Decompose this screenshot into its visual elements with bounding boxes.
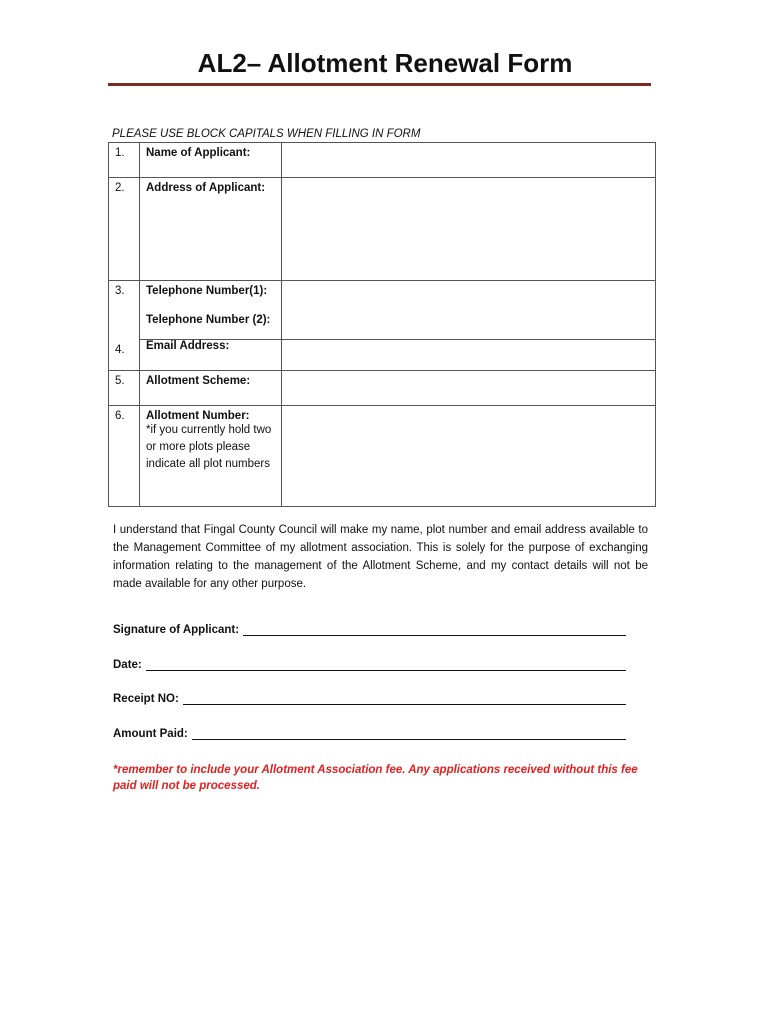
signature-line[interactable]: [243, 623, 626, 636]
receipt-row: [113, 692, 626, 705]
amount-row: [113, 727, 626, 740]
telephone-input[interactable]: [282, 281, 656, 340]
allotment-number-input[interactable]: [282, 405, 656, 506]
date-label: Date:: [113, 659, 142, 671]
instruction-text: PLEASE USE BLOCK CAPITALS WHEN FILLING IN FORM: [112, 128, 421, 140]
telephone-2-label: Telephone Number (2):: [146, 314, 271, 326]
row-number: 3.: [109, 281, 140, 340]
row-number: 5.: [109, 370, 140, 405]
table-row: [109, 281, 656, 340]
telephone-1-label: Telephone Number(1):: [146, 285, 268, 297]
allotment-number-label-cell: [140, 405, 282, 506]
email-input[interactable]: [282, 340, 656, 371]
amount-label: Amount Paid:: [113, 728, 188, 740]
address-input[interactable]: [282, 178, 656, 281]
consent-statement: I understand that Fingal County Council will make my name, plot number and email address available to the Management Committee of my allotment association. This is solely for the purpose of exchanging information relating to the management of the Allotment Scheme, and my contact details will not be made available for any other purpose.: [113, 524, 648, 590]
row-number: 2.: [109, 178, 140, 281]
date-line[interactable]: [146, 658, 626, 671]
telephone-label: [140, 281, 282, 340]
table-row: [109, 178, 656, 281]
fee-warning: *remember to include your Allotment Association fee. Any applications received without this fee paid will not be processed.: [113, 764, 638, 792]
name-input[interactable]: [282, 143, 656, 178]
table-row: [109, 370, 656, 405]
table-row: [109, 143, 656, 178]
allotment-scheme-input[interactable]: [282, 370, 656, 405]
receipt-line[interactable]: [183, 692, 626, 705]
row-number: 6.: [109, 405, 140, 506]
title-underline: [108, 83, 651, 86]
amount-line[interactable]: [192, 727, 626, 740]
signature-label: Signature of Applicant:: [113, 624, 240, 636]
applicant-details-table: [108, 142, 656, 507]
email-label: Email Address:: [140, 340, 282, 371]
table-row: [109, 405, 656, 506]
form-title: AL2– Allotment Renewal Form: [197, 48, 573, 78]
address-label: Address of Applicant:: [140, 178, 282, 281]
signature-row: [113, 623, 626, 636]
receipt-label: Receipt NO:: [113, 693, 179, 705]
row-number: 1.: [109, 143, 140, 178]
allotment-scheme-label: Allotment Scheme:: [140, 370, 282, 405]
allotment-number-label: Allotment Number:: [146, 409, 250, 422]
allotment-number-note: *if you currently hold two or more plots please indicate all plot numbers: [146, 423, 272, 470]
table-row: [109, 340, 656, 371]
name-label: Name of Applicant:: [140, 143, 282, 178]
row-number: 4.: [109, 340, 140, 371]
date-row: [113, 658, 626, 671]
